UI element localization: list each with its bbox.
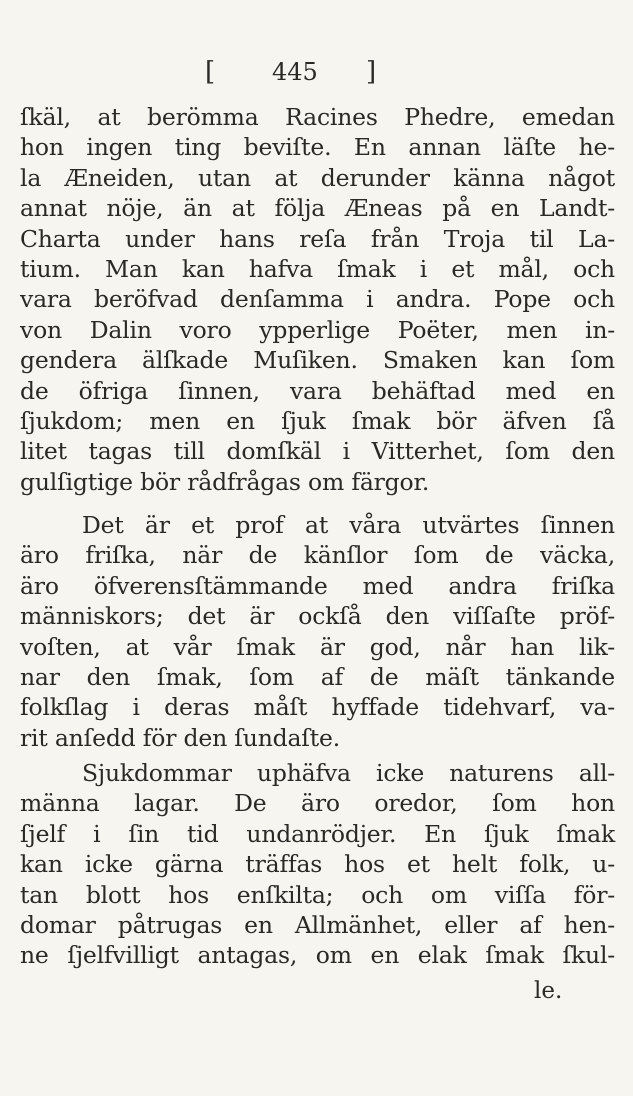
text-line: vara beröfvad denſamma i andra. Pope och — [20, 285, 615, 314]
text-line: la Æneiden, utan at derunder känna något — [20, 163, 615, 192]
text-line: hon ingen ting beviſte. En annan läſte he- — [20, 133, 615, 162]
catchword: le. — [534, 978, 563, 1004]
text-line: tium. Man kan hafva ſmak i et mål, och — [20, 254, 615, 283]
text-line: ſjelf i ſin tid undanrödjer. En ſjuk ſmak — [20, 819, 615, 848]
text-line: folkſlag i deras måſt hyffade tidehvarf, va- — [20, 693, 615, 722]
text-line: Sjukdommar uphäfva icke naturens all- — [82, 759, 615, 787]
text-line: Charta under hans reſa från Troja til La- — [20, 224, 615, 253]
text-line: äro öfverensſtämmande med andra friſka — [20, 571, 615, 600]
text-line: voſten, at vår ſmak är god, når han lik- — [20, 632, 615, 661]
text-line: litet tagas till domſkäl i Vitterhet, ſom den — [20, 437, 615, 466]
text-line: kan icke gärna träffas hos et helt folk, u- — [20, 850, 615, 879]
text-line: människors; det är ockſå den viſſaſte pröf- — [20, 602, 615, 631]
text-line: tan blott hos enſkilta; och om viſſa för- — [20, 880, 615, 909]
text-line: gulſigtige bör rådfrågas om färgor. — [20, 467, 430, 496]
header-bracket-open: [ — [205, 57, 216, 87]
text-line: ſkäl, at berömma Racines Phedre, emedan — [20, 103, 615, 131]
text-line: Det är et prof at våra utvärtes ſinnen — [82, 511, 615, 539]
text-line: gendera älſkade Muſiken. Smaken kan ſom — [20, 346, 615, 375]
text-line: männa lagar. De äro oredor, ſom hon — [20, 789, 615, 818]
text-line: de öfriga ſinnen, vara behäftad med en — [20, 376, 615, 405]
text-line: nar den ſmak, ſom af de mäſt tänkande — [20, 662, 615, 691]
page-header — [0, 52, 633, 92]
text-line: ſjukdom; men en ſjuk ſmak bör äfven ſå — [20, 406, 615, 435]
text-line: domar påtrugas en Allmänhet, eller af hen- — [20, 910, 615, 939]
text-line: rit anſedd för den ſundaſte. — [20, 723, 341, 752]
paragraph-1 — [20, 102, 615, 497]
page-number: 445 — [272, 58, 318, 86]
paragraph-3 — [20, 758, 615, 971]
paragraph-2 — [20, 510, 615, 753]
text-line: ne ſjelfvilligt antagas, om en elak ſmak ſkul- — [20, 941, 615, 970]
text-line: annat nöje, än at följa Æneas på en Landt- — [20, 194, 615, 223]
text-line: äro friſka, när de känſlor ſom de väcka, — [20, 541, 615, 570]
header-bracket-close: ] — [366, 57, 377, 87]
text-line: von Dalin voro ypperlige Poëter, men in- — [20, 315, 615, 344]
